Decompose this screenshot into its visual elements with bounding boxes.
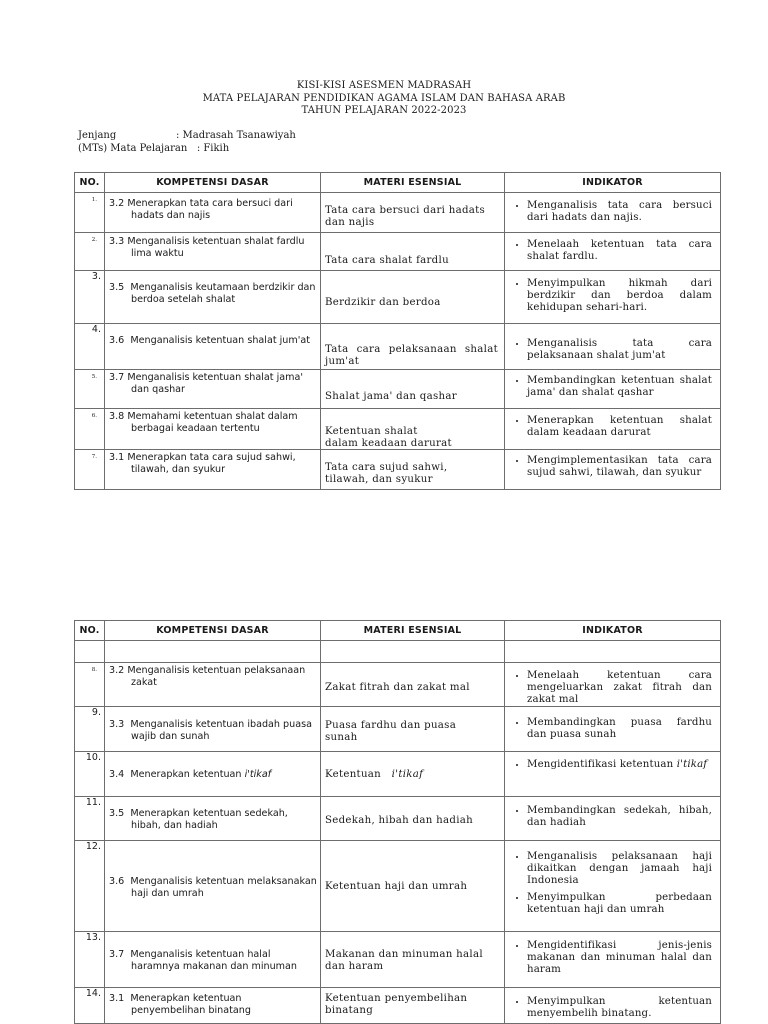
row-number: 1. [75, 193, 105, 233]
indikator-item: • Membandingkan puasa fardhu dan puasa sunah [527, 717, 712, 741]
kd-text: Menganalisis ketentuan melaksanakan haji dan umrah [130, 876, 317, 899]
materi-cell [321, 663, 505, 707]
materi-text: Tata cara sujud sahwi, tilawah, dan syukur [325, 462, 448, 485]
mapel-value: : Fikih [196, 143, 230, 154]
title-line-1: KISI-KISI ASESMEN MADRASAH [296, 80, 472, 91]
kd-text: Menganalisis ketentuan halal haramnya makanan dan minuman [130, 949, 297, 972]
materi-text: Berdzikir dan berdoa [325, 297, 441, 308]
indikator-cell [505, 409, 721, 450]
empty-cell [505, 641, 721, 663]
materi-cell [321, 409, 505, 450]
col-indikator-header: INDIKATOR [505, 621, 721, 641]
table-row [75, 233, 721, 271]
kd-number: 3.7 [109, 372, 125, 383]
materi-text: Tata cara pelaksanaan shalat jum'at [325, 344, 498, 367]
indikator-item: • Menganalisis tata cara pelaksanaan shalat jum'at [527, 338, 712, 362]
table-header-row [75, 173, 721, 193]
indikator-text: Mengidentifikasi ketentuan [527, 759, 677, 770]
materi-cell [321, 193, 505, 233]
kd-text: Menerapkan ketentuan penyembelihan binatang [130, 993, 251, 1016]
title-line-3: TAHUN PELAJARAN 2022-2023 [301, 105, 467, 116]
kd-cell [105, 932, 321, 988]
materi-text: Tata cara shalat fardlu [325, 255, 449, 266]
kd-text: Memahami ketentuan shalat dalam berbagai keadaan tertentu [127, 411, 298, 434]
indikator-cell [505, 450, 721, 490]
indikator-item: • Menganalisis tata cara bersuci dari hadats dan najis. [527, 200, 712, 224]
kd-cell [105, 271, 321, 324]
kd-text: Menganalisis ketentuan shalat jum'at [130, 335, 310, 346]
materi-text: Puasa fardhu dan puasa sunah [325, 720, 457, 743]
indikator-cell [505, 841, 721, 932]
col-kd-header: KOMPETENSI DASAR [105, 173, 321, 193]
empty-cell [321, 641, 505, 663]
kd-text: Menganalisis ketentuan ibadah puasa wajib dan sunah [130, 719, 312, 742]
row-number: 6. [75, 409, 105, 450]
kd-number: 3.1 [109, 452, 125, 463]
kd-cell [105, 233, 321, 271]
indikator-item: • Menyimpulkan ketentuan menyembelih binatang. [527, 996, 712, 1020]
kd-number: 3.5 [109, 808, 125, 819]
kd-cell [105, 797, 321, 841]
empty-row [75, 641, 721, 663]
indikator-cell [505, 932, 721, 988]
indikator-cell [505, 370, 721, 409]
table-row [75, 193, 721, 233]
title-line-2: MATA PELAJARAN PENDIDIKAN AGAMA ISLAM DAN BAHASA ARAB [202, 92, 566, 104]
indikator-item: • Mengimplementasikan tata cara sujud sahwi, tilawah, dan syukur [527, 455, 712, 479]
kd-text: Menganalisis keutamaan berdzikir dan berdoa setelah shalat [130, 282, 316, 305]
materi-cell [321, 932, 505, 988]
materi-text: Ketentuan penyembelihan binatang [325, 993, 468, 1016]
materi-cell [321, 707, 505, 752]
kd-cell [105, 707, 321, 752]
materi-cell [321, 841, 505, 932]
table-header-row [75, 621, 721, 641]
materi-cell [321, 324, 505, 370]
row-number: 13. [75, 932, 105, 988]
indikator-item: • Menganalisis pelaksanaan haji dikaitkan dengan jamaah haji Indonesia [527, 851, 712, 887]
kd-number: 3.4 [109, 769, 125, 780]
materi-cell [321, 752, 505, 797]
row-number: 8. [75, 663, 105, 707]
kd-text-italic: i'tikaf [244, 769, 272, 780]
materi-text: Ketentuan [325, 769, 385, 780]
materi-text: Ketentuan shalat dalam keadaan darurat [325, 426, 452, 449]
indikator-item: • Membandingkan sedekah, hibah, dan hadiah [527, 805, 712, 829]
indikator-item: • Menyimpulkan hikmah dari berdzikir dan berdoa dalam kehidupan sehari-hari. [527, 278, 712, 314]
indikator-cell [505, 271, 721, 324]
document-meta [78, 129, 296, 155]
table-row [75, 370, 721, 409]
kd-cell [105, 663, 321, 707]
materi-text-italic: i'tikaf [391, 769, 424, 780]
kisi-table-1 [74, 172, 721, 490]
kd-number: 3.6 [109, 335, 125, 346]
kd-cell [105, 752, 321, 797]
table-row [75, 797, 721, 841]
kd-cell [105, 988, 321, 1024]
materi-text: Shalat jama' dan qashar [325, 391, 457, 402]
kd-cell [105, 370, 321, 409]
empty-cell [105, 641, 321, 663]
indikator-cell [505, 324, 721, 370]
row-number: 14. [75, 988, 105, 1024]
kd-text: Menganalisis ketentuan pelaksanaan zakat [127, 665, 306, 688]
indikator-item [527, 759, 712, 771]
indikator-item: • Menerapkan ketentuan shalat dalam keadaan darurat [527, 415, 712, 439]
kd-text: Menerapkan ketentuan [130, 769, 245, 780]
materi-cell [321, 797, 505, 841]
kd-text: Menerapkan tata cara bersuci dari hadats dan najis [127, 198, 293, 221]
materi-cell [321, 450, 505, 490]
kd-cell [105, 193, 321, 233]
materi-text: Sedekah, hibah dan hadiah [325, 815, 474, 826]
kd-number: 3.1 [109, 993, 125, 1004]
col-indikator-header: INDIKATOR [505, 173, 721, 193]
row-number: 3. [75, 271, 105, 324]
indikator-item: • Membandingkan ketentuan shalat jama' dan shalat qashar [527, 375, 712, 399]
jenjang-label: Jenjang [78, 130, 117, 141]
row-number: 2. [75, 233, 105, 271]
indikator-cell [505, 752, 721, 797]
kd-number: 3.2 [109, 665, 125, 676]
jenjang-value: : Madrasah Tsanawiyah [176, 130, 296, 141]
col-no-header: NO. [75, 173, 105, 193]
col-kd-header: KOMPETENSI DASAR [105, 621, 321, 641]
document-header [0, 80, 768, 118]
indikator-text-italic: i'tikaf [676, 759, 708, 770]
row-number: 11. [75, 797, 105, 841]
kd-number: 3.3 [109, 719, 125, 730]
kd-text: Menganalisis ketentuan shalat fardlu lima waktu [127, 236, 305, 259]
col-no-header: NO. [75, 621, 105, 641]
kd-number: 3.7 [109, 949, 125, 960]
materi-text: Makanan dan minuman halal dan haram [325, 949, 483, 972]
kd-cell [105, 841, 321, 932]
kd-cell [105, 450, 321, 490]
indikator-cell [505, 663, 721, 707]
table-row [75, 409, 721, 450]
kd-number: 3.2 [109, 198, 125, 209]
kd-number: 3.3 [109, 236, 125, 247]
kd-text: Menganalisis ketentuan shalat jama' dan qashar [127, 372, 303, 395]
table-row [75, 663, 721, 707]
row-number: 5. [75, 370, 105, 409]
table-row [75, 988, 721, 1024]
indikator-cell [505, 988, 721, 1024]
indikator-item: • Menelaah ketentuan cara mengeluarkan zakat fitrah dan zakat mal [527, 670, 712, 706]
materi-cell [321, 233, 505, 271]
kd-text: Menerapkan tata cara sujud sahwi, tilawah, dan syukur [127, 452, 296, 475]
indikator-item: • Menelaah ketentuan tata cara shalat fardlu. [527, 239, 712, 263]
kd-text: Menerapkan ketentuan sedekah, hibah, dan hadiah [130, 808, 288, 831]
materi-cell [321, 988, 505, 1024]
indikator-cell [505, 193, 721, 233]
materi-text: Zakat fitrah dan zakat mal [325, 682, 470, 693]
kd-cell [105, 324, 321, 370]
table-row [75, 271, 721, 324]
table-row [75, 932, 721, 988]
col-materi-header: MATERI ESENSIAL [321, 621, 505, 641]
table-row [75, 324, 721, 370]
kd-number: 3.6 [109, 876, 125, 887]
row-number: 7. [75, 450, 105, 490]
col-materi-header: MATERI ESENSIAL [321, 173, 505, 193]
table-row [75, 752, 721, 797]
materi-text: Ketentuan haji dan umrah [325, 881, 468, 892]
table-row [75, 841, 721, 932]
materi-cell [321, 370, 505, 409]
indikator-cell [505, 797, 721, 841]
indikator-item: • Menyimpulkan perbedaan ketentuan haji dan umrah [527, 892, 712, 916]
indikator-cell [505, 707, 721, 752]
kd-cell [105, 409, 321, 450]
row-number: 10. [75, 752, 105, 797]
kd-number: 3.8 [109, 411, 125, 422]
row-number: 9. [75, 707, 105, 752]
kisi-table-2 [74, 620, 721, 1024]
table-row [75, 450, 721, 490]
mapel-label: (MTs) Mata Pelajaran [78, 143, 188, 154]
empty-cell [75, 641, 105, 663]
table-row [75, 707, 721, 752]
materi-cell [321, 271, 505, 324]
row-number: 12. [75, 841, 105, 932]
row-number: 4. [75, 324, 105, 370]
kd-number: 3.5 [109, 282, 125, 293]
indikator-cell [505, 233, 721, 271]
indikator-item: • Mengidentifikasi jenis-jenis makanan dan minuman halal dan haram [527, 940, 712, 976]
materi-text: Tata cara bersuci dari hadats dan najis [325, 205, 486, 228]
